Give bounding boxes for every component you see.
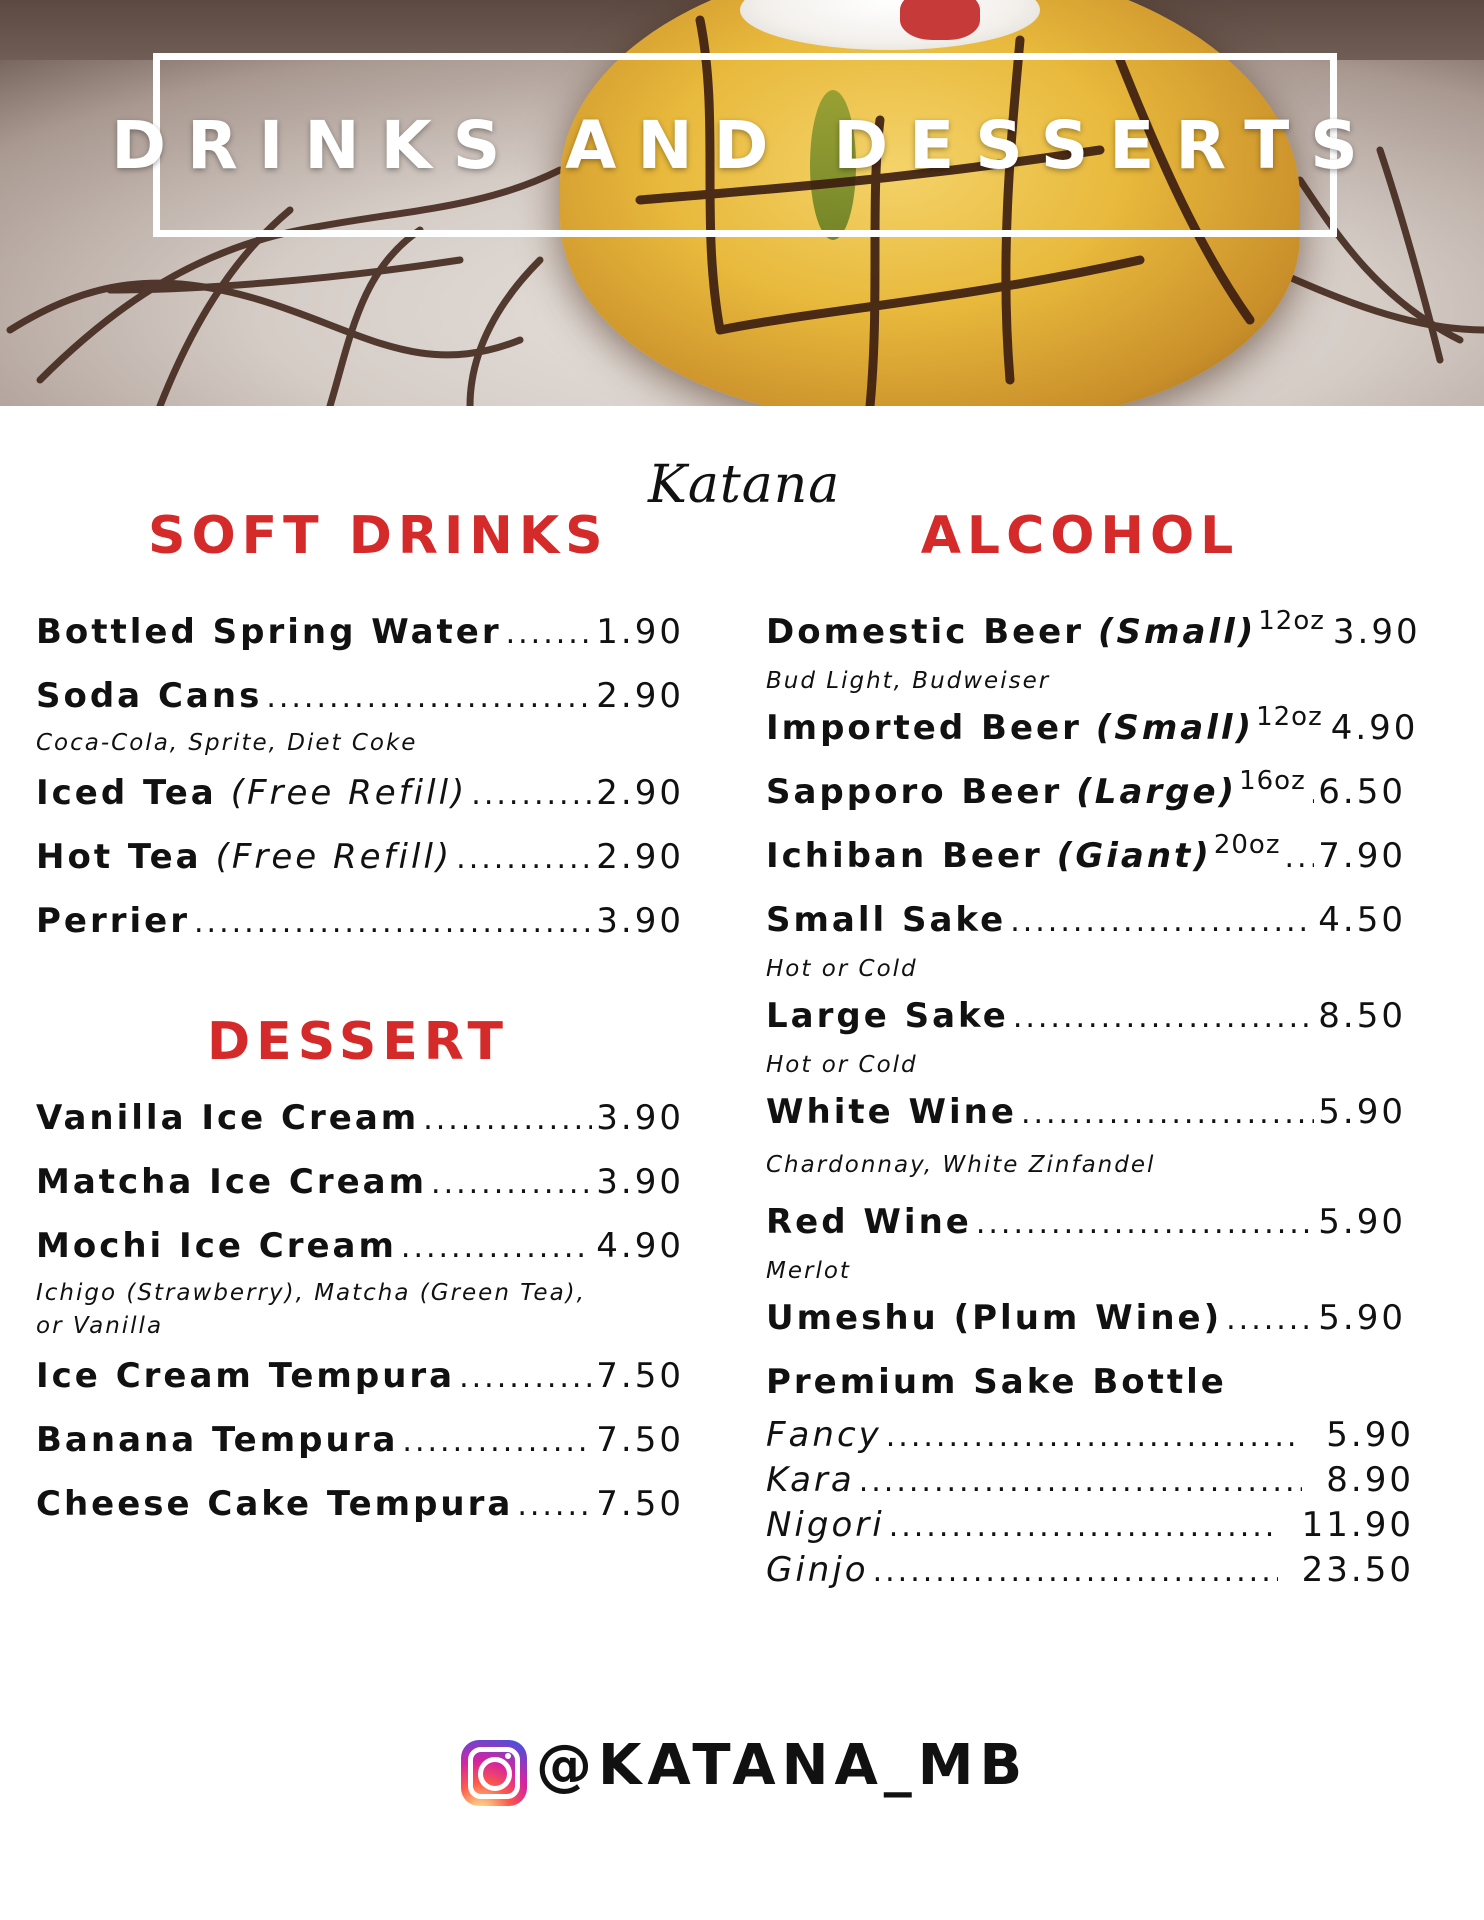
menu-item: [766, 766, 1406, 812]
menu-item: [36, 1356, 684, 1396]
dot-leader: [266, 680, 592, 715]
menu-item: [766, 1298, 1406, 1338]
instagram-handle[interactable]: @KATANA_MB: [536, 1733, 1029, 1798]
item-name: Iced Tea: [36, 773, 217, 813]
instagram-dot: [505, 1753, 511, 1759]
item-name: Bottled Spring Water: [36, 612, 502, 652]
item-name: Red Wine: [766, 1202, 972, 1242]
item-name: Small Sake: [766, 900, 1007, 940]
dot-leader: [1010, 904, 1314, 939]
menu-item: [36, 773, 684, 813]
item-size: 12oz: [1258, 606, 1325, 636]
title-frame: [111, 53, 1379, 237]
item-name: Nigori: [766, 1505, 885, 1545]
premium-sake-heading-row: [766, 1362, 1406, 1402]
katana-logo: Katana: [648, 455, 841, 515]
dot-leader: [401, 1230, 592, 1265]
item-price: 2.90: [596, 773, 684, 813]
item-note: (Giant): [1056, 836, 1212, 876]
item-name: Umeshu (Plum Wine): [766, 1298, 1223, 1338]
item-price: 7.50: [596, 1356, 684, 1396]
menu-item: [766, 1202, 1406, 1242]
dot-leader: [1226, 1302, 1314, 1337]
menu-item: [36, 1098, 684, 1138]
item-note: (Small): [1098, 612, 1257, 652]
instagram-lens: [478, 1757, 512, 1791]
item-description: Coca-Cola, Sprite, Diet Coke: [36, 730, 418, 756]
item-description-cont: or Vanilla: [36, 1313, 164, 1339]
menu-item: [36, 612, 684, 652]
item-price: 3.90: [596, 901, 684, 941]
item-name: Fancy: [766, 1415, 882, 1455]
sake-bottle-item: [766, 1505, 1414, 1545]
item-description: Bud Light, Budweiser: [766, 668, 1051, 694]
item-name: Cheese Cake Tempura: [36, 1484, 514, 1524]
item-price: 1.90: [596, 612, 684, 652]
item-name: Ginjo: [766, 1550, 869, 1590]
item-note: (Free Refill): [230, 773, 468, 813]
dot-leader: [1013, 1000, 1314, 1035]
item-price: 5.90: [1318, 1298, 1406, 1338]
item-price: 8.90: [1326, 1460, 1414, 1500]
alcohol-heading: ALCOHOL: [920, 506, 1240, 566]
item-name: White Wine: [766, 1092, 1017, 1132]
item-name: Imported Beer: [766, 708, 1082, 748]
sake-bottle-item: [766, 1460, 1414, 1500]
item-description: Hot or Cold: [766, 956, 918, 982]
dot-leader: [471, 777, 592, 812]
menu-item: [36, 1226, 684, 1266]
item-description: Merlot: [766, 1258, 851, 1284]
menu-item: [766, 1092, 1406, 1132]
item-price: 3.90: [596, 1162, 684, 1202]
item-price: 7.50: [596, 1420, 684, 1460]
item-name: Matcha Ice Cream: [36, 1162, 428, 1202]
item-description: Ichigo (Strawberry), Matcha (Green Tea),: [36, 1280, 586, 1306]
dot-leader: [459, 1360, 592, 1395]
item-name: Banana Tempura: [36, 1420, 399, 1460]
dot-leader: [194, 905, 592, 940]
dot-leader: [1310, 776, 1315, 811]
menu-item: [766, 606, 1421, 652]
sake-bottle-item: [766, 1550, 1414, 1590]
item-name: Large Sake: [766, 996, 1009, 1036]
item-name: Vanilla Ice Cream: [36, 1098, 420, 1138]
dot-leader: [456, 841, 592, 876]
item-description: Chardonnay, White Zinfandel: [766, 1152, 1156, 1178]
item-name: Soda Cans: [36, 676, 263, 716]
menu-item: [36, 1162, 684, 1202]
dot-leader: [506, 616, 593, 651]
dessert-heading: DESSERT: [207, 1012, 509, 1072]
premium-sake-heading: Premium Sake Bottle: [766, 1362, 1227, 1402]
dot-leader: [1021, 1096, 1314, 1131]
hero-photo: [0, 0, 1484, 406]
dot-leader: [976, 1206, 1314, 1241]
item-size: 12oz: [1256, 702, 1323, 732]
item-price: 11.90: [1301, 1505, 1414, 1545]
item-name: Kara: [766, 1460, 855, 1500]
item-name: Ichiban Beer: [766, 836, 1043, 876]
menu-item: [36, 1484, 684, 1524]
item-name: Perrier: [36, 901, 190, 941]
page-title: DRINKS AND DESSERTS: [111, 106, 1379, 184]
item-price: 3.90: [1332, 612, 1421, 652]
dot-leader: [431, 1166, 592, 1201]
menu-item: [766, 830, 1406, 876]
dot-leader: [402, 1424, 592, 1459]
item-price: 5.90: [1326, 1415, 1414, 1455]
item-price: 8.50: [1318, 996, 1406, 1036]
item-price: 3.90: [596, 1098, 684, 1138]
item-note: (Small): [1095, 708, 1255, 748]
dot-leader: [423, 1102, 592, 1137]
dot-leader: [873, 1554, 1278, 1589]
menu-item: [36, 837, 684, 877]
item-name: Sapporo Beer: [766, 772, 1063, 812]
item-size: 16oz: [1239, 766, 1306, 796]
item-price: 5.90: [1318, 1202, 1406, 1242]
item-price: 2.90: [596, 837, 684, 877]
item-price: 4.90: [596, 1226, 684, 1266]
menu-item: [36, 901, 684, 941]
menu-item: [36, 676, 684, 716]
dot-leader: [1284, 840, 1314, 875]
item-price: 23.50: [1301, 1550, 1414, 1590]
item-name: Hot Tea: [36, 837, 202, 877]
item-name: Ice Cream Tempura: [36, 1356, 456, 1396]
dot-leader: [886, 1419, 1303, 1454]
dot-leader: [517, 1488, 592, 1523]
item-price: 4.90: [1330, 708, 1419, 748]
menu-item: [36, 1420, 684, 1460]
item-name: Mochi Ice Cream: [36, 1226, 397, 1266]
item-price: 6.50: [1318, 772, 1406, 812]
item-note: (Large): [1076, 772, 1238, 812]
sake-bottle-item: [766, 1415, 1414, 1455]
menu-item: [766, 996, 1406, 1036]
item-note: (Free Refill): [215, 837, 453, 877]
item-price: 4.50: [1318, 900, 1406, 940]
item-size: 20oz: [1213, 830, 1281, 860]
soft-drinks-heading: SOFT DRINKS: [148, 506, 609, 566]
item-price: 5.90: [1318, 1092, 1406, 1132]
instagram-icon[interactable]: [461, 1740, 527, 1806]
item-name: Domestic Beer: [766, 612, 1085, 652]
dot-leader: [859, 1464, 1303, 1499]
menu-item: [766, 900, 1406, 940]
item-price: 2.90: [596, 676, 684, 716]
item-price: 7.90: [1318, 836, 1406, 876]
item-price: 7.50: [596, 1484, 684, 1524]
menu-item: [766, 702, 1419, 748]
dot-leader: [889, 1509, 1278, 1544]
item-description: Hot or Cold: [766, 1052, 918, 1078]
